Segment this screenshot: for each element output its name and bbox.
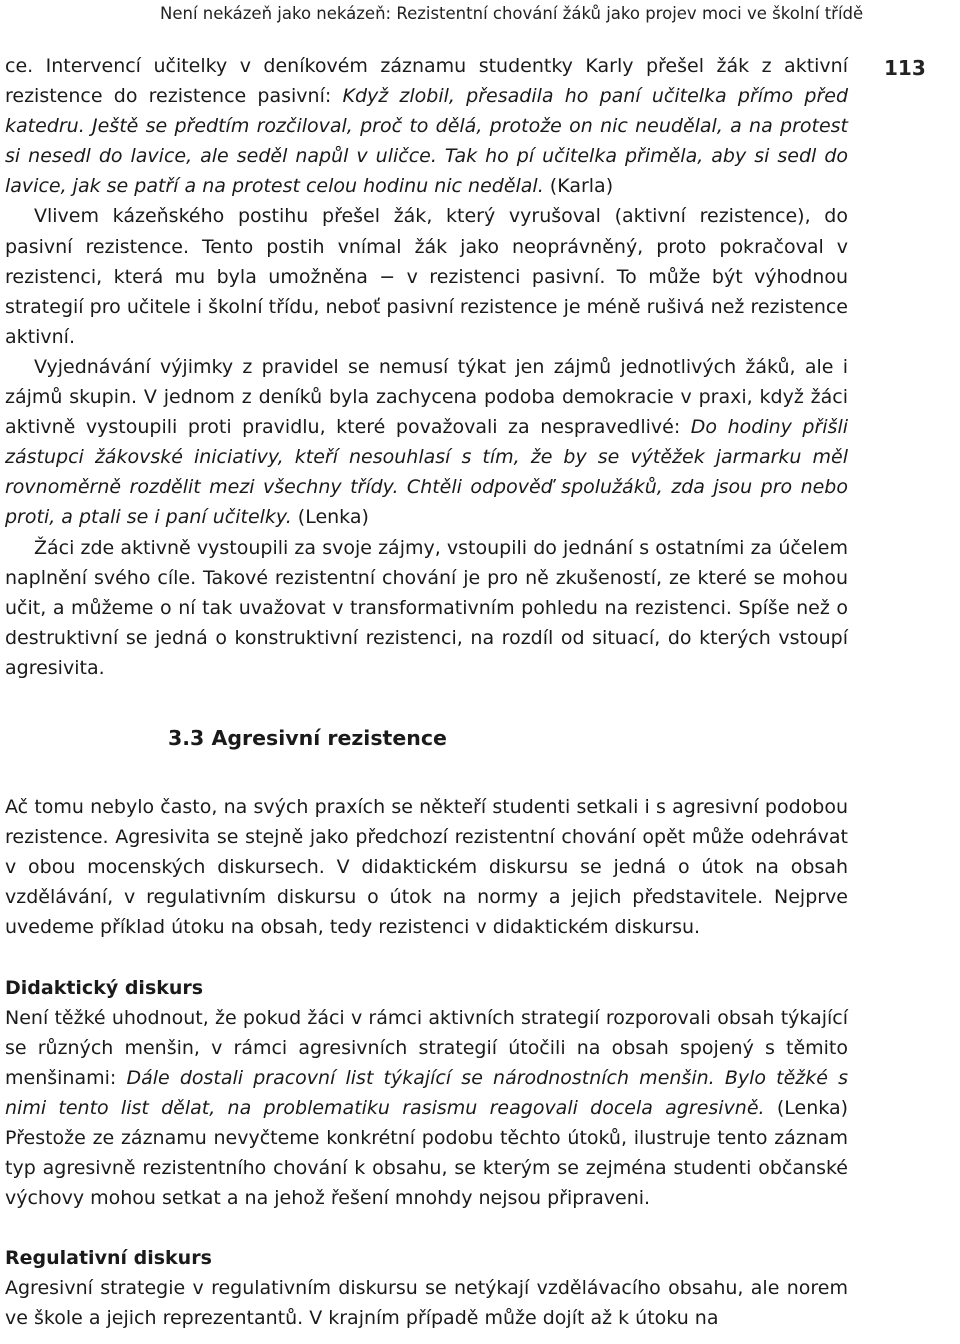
- text-run: (Karla): [543, 175, 614, 198]
- quote-run: Dále dostali pracovní list týkající se národnostních menšin. Bylo těžké s nimi tento list dělat, na problematiku rasismu reagovali docela agresivně.: [5, 1066, 848, 1119]
- page-number: 113: [884, 56, 926, 80]
- page-body: [5, 51, 848, 1334]
- subheading-regulative: Regulativní diskurs: [5, 1247, 212, 1270]
- section-title: 3.3 Agresivní rezistence: [168, 725, 447, 750]
- text-run: (Lenka) Přestože ze záznamu nevyčteme konkrétní podobu těchto útoků, ilustruje tento záznam typ agresivně rezistentního chování k obsahu, se kterým se zejména studenti občanské výchovy mohou setkat a na jehož řešení mnohdy nejsou připraveni.: [5, 1096, 848, 1210]
- text-run: Vyjednávání výjimky z pravidel se nemusí týkat jen zájmů jednotlivých žáků, ale i zájmů skupin. V jednom z deníků byla zachycena podoba demokracie v praxi, když žáci aktivně vystoupili proti pravidlu, které považovali za nespravedlivé:: [5, 355, 848, 439]
- text-run: (Lenka): [291, 506, 369, 529]
- paragraph-negotiation: [5, 352, 848, 533]
- text-run: ce. Intervencí učitelky v deníkovém záznamu studentky Karly přešel žák z aktivní rezistence do rezistence pasivní:: [5, 55, 848, 108]
- paragraph-constructive-resistance: Žáci zde aktivně vystoupili za svoje zájmy, vstoupili do jednání s ostatními za účelem naplnění svého cíle. Takové rezistentní chování je pro ně zkušeností, ze které se mohou učit, a můžeme o ní tak uvažovat v transformativním pohledu na rezistenci. Spíše než o destruktivní se jedná o konstruktivní rezistenci, na rozdíl od situací, do kterých vstoupí agresivita.: [5, 536, 848, 679]
- text-run: Není těžké uhodnout, že pokud žáci v rámci aktivních strategií rozporovali obsah týkající se různých menšin, v rámci agresivních strategií útočili na obsah spojený s těmito menšinami:: [5, 1006, 848, 1089]
- paragraph-aggressive-intro: Ač tomu nebylo často, na svých praxích se někteří studenti setkali i s agresivní podobou rezistence. Agresivita se stejně jako předchozí rezistentní chování opět může odehrávat v obou mocenských diskursech. V didaktickém diskursu se jedná o útok na obsah vzdělávání, v regulativním diskursu o útok na normy a jejich představitele. Nejprve uvedeme příklad útoku na obsah, tedy rezistenci v didaktickém diskursu.: [5, 796, 848, 939]
- quote-run: Do hodiny přišli zástupci žákovské iniciativy, kteří nesouhlasí s tím, že by se výtěžek jarmarku měl rovnoměrně rozdělit mezi všechny třídy. Chtěli odpověď spolužáků, zda jsou pro nebo proti, a ptali se i paní učitelky.: [5, 416, 849, 529]
- quote-run: Když zlobil, přesadila ho paní učitelka přímo před katedru. Ještě se předtím rozčiloval, proč to dělá, protože on nic neudělal, a na protest si nesedl do lavice, ale seděl napůl v uličce. Tak ho pí učitelka přiměla, aby si sedl do lavice, jak se patří a na protest celou hodinu nic nedělal.: [5, 85, 849, 198]
- running-header: Není nekázeň jako nekázeň: Rezistentní chování žáků jako projev moci ve školní třídě: [160, 4, 864, 23]
- paragraph-regulative: Agresivní strategie v regulativním diskursu se netýkají vzdělávacího obsahu, ale norem ve škole a jejich reprezentantů. V krajním případě může dojít až k útoku na: [5, 1277, 848, 1330]
- paragraph-passive-resistance: Vlivem kázeňského postihu přešel žák, který vyrušoval (aktivní rezistence), do pasivní rezistence. Tento postih vnímal žák jako neoprávněný, proto pokračoval v rezistenci, která mu byla umožněna − v rezistenci pasivní. To může být výhodnou strategií pro učitele i školní třídu, neboť pasivní rezistence je méně rušivá než rezistence aktivní.: [5, 205, 848, 348]
- paragraph-karla-excerpt: [5, 51, 848, 201]
- paragraph-didactic: [5, 1003, 848, 1214]
- subheading-didactic: Didaktický diskurs: [5, 976, 204, 999]
